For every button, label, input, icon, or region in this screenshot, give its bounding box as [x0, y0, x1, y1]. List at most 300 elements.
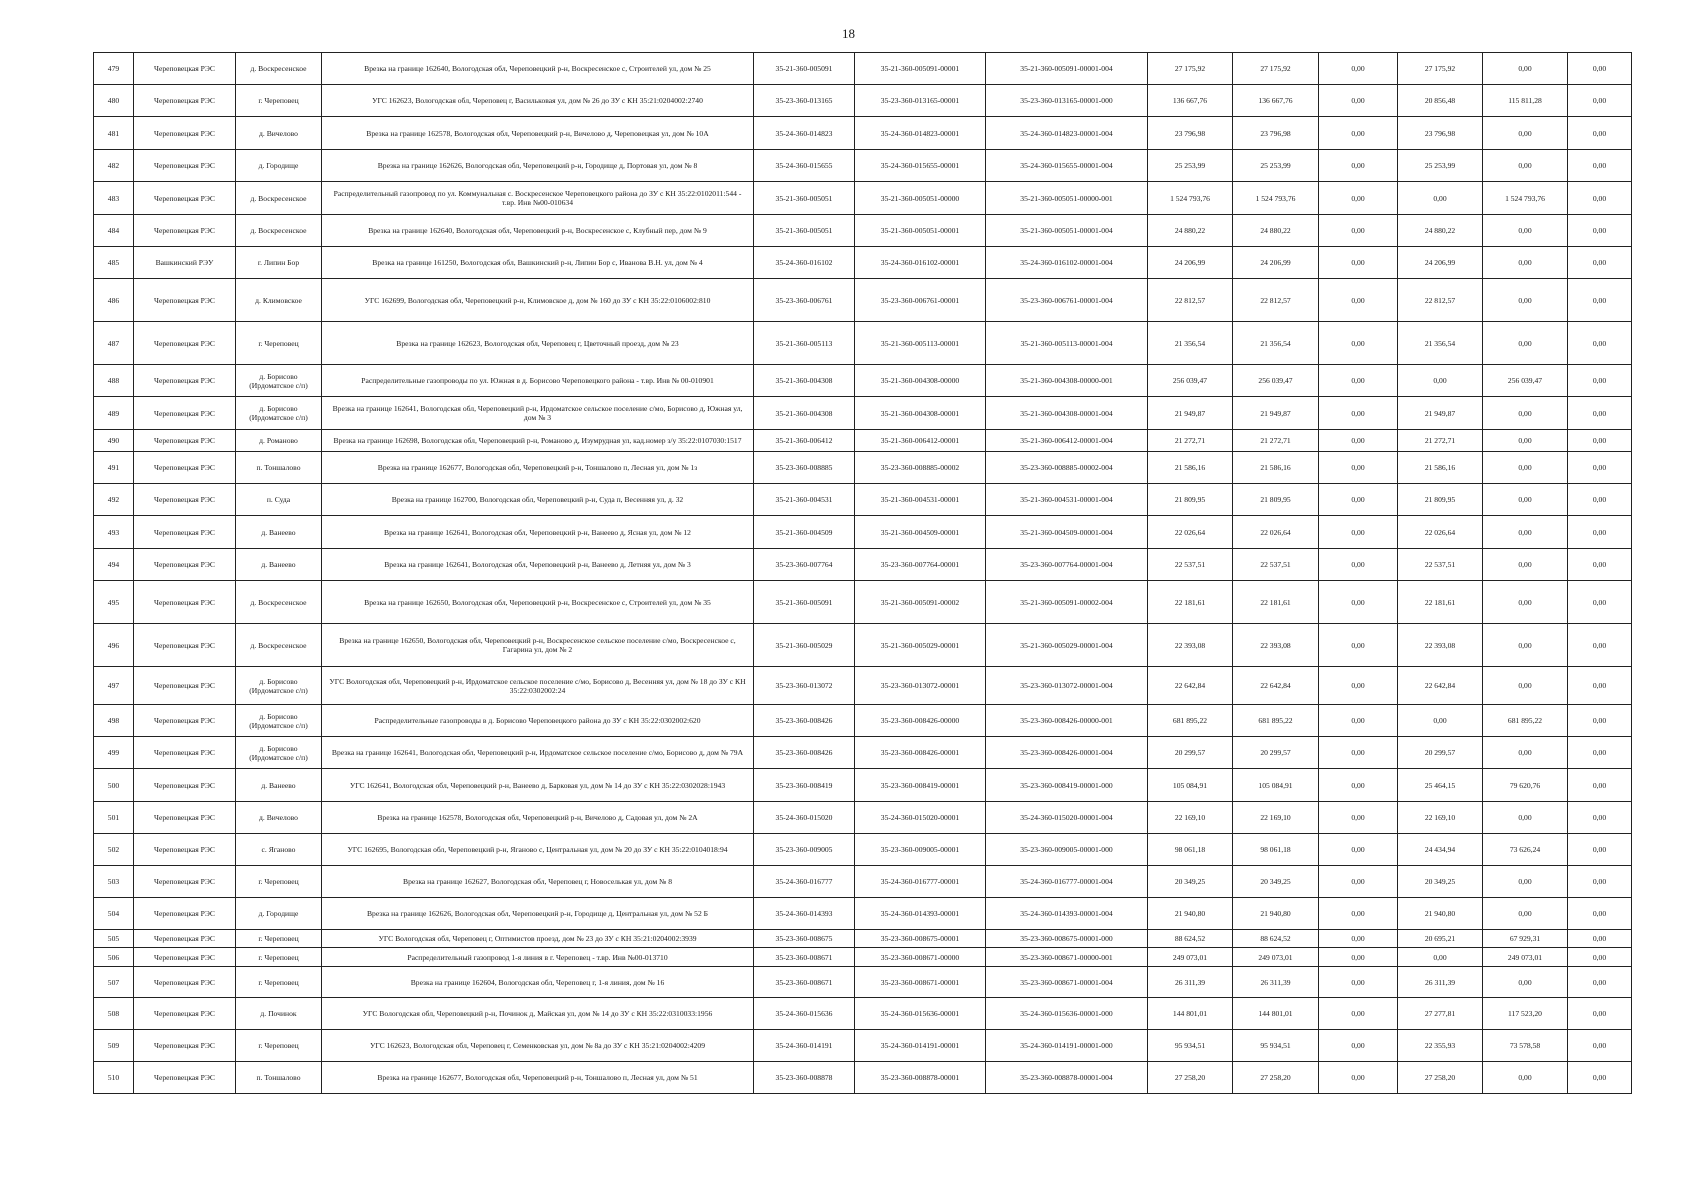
value-amount-cell: 21 586,16	[1233, 452, 1319, 484]
table-row	[94, 85, 1632, 117]
value-other-cell: 0,00	[1568, 549, 1632, 581]
network-code-cell: 35-21-360-005029	[754, 624, 855, 667]
address-cell: Врезка на границе 162578, Вологодская обл, Череповецкий р-н, Вичелово д, Череповецкая ул, дом № 10А	[322, 117, 754, 150]
locality-cell: д. Ванеево	[236, 549, 322, 581]
value-zero-cell: 0,00	[1319, 85, 1398, 117]
value-amount-cell: 22 812,57	[1233, 279, 1319, 322]
value-total-cell: 21 356,54	[1148, 322, 1233, 365]
row-number-cell: 483	[94, 182, 134, 215]
district-cell: Череповецкая РЭС	[134, 516, 236, 549]
value-amount-cell: 95 934,51	[1233, 1030, 1319, 1062]
district-cell: Череповецкая РЭС	[134, 1062, 236, 1094]
value-zero-cell: 0,00	[1319, 365, 1398, 397]
value-zero-cell: 0,00	[1319, 667, 1398, 705]
value-network-cell: 73 578,58	[1483, 1030, 1568, 1062]
address-cell: УГС Вологодская обл, Череповецкий р-н, Починок д, Майская ул, дом № 14 до ЗУ с КН 35:22:0310033:1956	[322, 998, 754, 1030]
district-cell: Череповецкая РЭС	[134, 215, 236, 247]
value-total-cell: 22 026,64	[1148, 516, 1233, 549]
value-amount-cell: 26 311,39	[1233, 967, 1319, 998]
table-row	[94, 624, 1632, 667]
value-network-cell: 0,00	[1483, 967, 1568, 998]
network-code-cell: 35-21-360-004509	[754, 516, 855, 549]
element-code-cell: 35-23-360-008878-00001-004	[986, 1062, 1148, 1094]
table-row	[94, 182, 1632, 215]
value-total-cell: 22 181,61	[1148, 581, 1233, 624]
row-number-cell: 497	[94, 667, 134, 705]
network-code-cell: 35-23-360-008671	[754, 948, 855, 967]
registry-table	[93, 52, 1632, 1094]
row-number-cell: 480	[94, 85, 134, 117]
value-zero-cell: 0,00	[1319, 834, 1398, 866]
value-input-cell: 21 809,95	[1398, 484, 1483, 516]
value-zero-cell: 0,00	[1319, 769, 1398, 802]
district-cell: Череповецкая РЭС	[134, 967, 236, 998]
value-zero-cell: 0,00	[1319, 430, 1398, 452]
row-number-cell: 493	[94, 516, 134, 549]
value-amount-cell: 1 524 793,76	[1233, 182, 1319, 215]
district-cell: Череповецкая РЭС	[134, 430, 236, 452]
row-number-cell: 488	[94, 365, 134, 397]
value-network-cell: 681 895,22	[1483, 705, 1568, 737]
value-network-cell: 0,00	[1483, 322, 1568, 365]
value-input-cell: 22 812,57	[1398, 279, 1483, 322]
locality-cell: г. Липин Бор	[236, 247, 322, 279]
value-total-cell: 22 537,51	[1148, 549, 1233, 581]
row-number-cell: 491	[94, 452, 134, 484]
value-total-cell: 25 253,99	[1148, 150, 1233, 182]
value-input-cell: 20 349,25	[1398, 866, 1483, 898]
locality-cell: д. Борисово (Ирдоматское с/п)	[236, 667, 322, 705]
value-other-cell: 0,00	[1568, 322, 1632, 365]
row-number-cell: 479	[94, 53, 134, 85]
value-network-cell: 0,00	[1483, 866, 1568, 898]
element-code-cell: 35-23-360-007764-00001-004	[986, 549, 1148, 581]
address-cell: УГС Вологодская обл, Череповец г, Оптимистов проезд, дом № 23 до ЗУ с КН 35:21:0204002:3939	[322, 930, 754, 948]
locality-cell: г. Череповец	[236, 322, 322, 365]
district-cell: Череповецкая РЭС	[134, 279, 236, 322]
locality-cell: с. Яганово	[236, 834, 322, 866]
value-network-cell: 0,00	[1483, 667, 1568, 705]
district-cell: Череповецкая РЭС	[134, 452, 236, 484]
element-code-cell: 35-21-360-005029-00001-004	[986, 624, 1148, 667]
row-number-cell: 500	[94, 769, 134, 802]
table-row	[94, 452, 1632, 484]
row-number-cell: 508	[94, 998, 134, 1030]
network-code-cell: 35-24-360-015655	[754, 150, 855, 182]
value-zero-cell: 0,00	[1319, 322, 1398, 365]
district-cell: Череповецкая РЭС	[134, 866, 236, 898]
address-cell: УГС 162641, Вологодская обл, Череповецкий р-н, Ванеево д, Барковая ул, дом № 14 до ЗУ с КН 35:22:0302028:1943	[322, 769, 754, 802]
value-total-cell: 249 073,01	[1148, 948, 1233, 967]
locality-cell: п. Тоншалово	[236, 1062, 322, 1094]
district-cell: Череповецкая РЭС	[134, 53, 236, 85]
value-zero-cell: 0,00	[1319, 948, 1398, 967]
address-cell: Врезка на границе 162640, Вологодская обл, Череповецкий р-н, Воскресенское с, Строителей ул, дом № 25	[322, 53, 754, 85]
value-input-cell: 21 356,54	[1398, 322, 1483, 365]
row-number-cell: 492	[94, 484, 134, 516]
row-number-cell: 482	[94, 150, 134, 182]
address-cell: Врезка на границе 162650, Вологодская обл, Череповецкий р-н, Воскресенское сельское поселение с/мо, Воскресенское с, Гагарина ул, дом № 2	[322, 624, 754, 667]
row-number-cell: 484	[94, 215, 134, 247]
value-network-cell: 0,00	[1483, 397, 1568, 430]
address-cell: Врезка на границе 162640, Вологодская обл, Череповецкий р-н, Воскресенское с, Клубный пер, дом № 9	[322, 215, 754, 247]
value-other-cell: 0,00	[1568, 624, 1632, 667]
district-cell: Череповецкая РЭС	[134, 802, 236, 834]
value-network-cell: 0,00	[1483, 898, 1568, 930]
value-amount-cell: 21 949,87	[1233, 397, 1319, 430]
object-code-cell: 35-21-360-004509-00001	[855, 516, 986, 549]
value-input-cell: 22 537,51	[1398, 549, 1483, 581]
value-amount-cell: 21 809,95	[1233, 484, 1319, 516]
value-amount-cell: 22 537,51	[1233, 549, 1319, 581]
value-total-cell: 27 258,20	[1148, 1062, 1233, 1094]
value-amount-cell: 681 895,22	[1233, 705, 1319, 737]
value-network-cell: 0,00	[1483, 581, 1568, 624]
value-other-cell: 0,00	[1568, 898, 1632, 930]
district-cell: Череповецкая РЭС	[134, 769, 236, 802]
value-zero-cell: 0,00	[1319, 737, 1398, 769]
network-code-cell: 35-23-360-008885	[754, 452, 855, 484]
element-code-cell: 35-21-360-005051-00001-004	[986, 215, 1148, 247]
object-code-cell: 35-23-360-008671-00000	[855, 948, 986, 967]
value-zero-cell: 0,00	[1319, 150, 1398, 182]
element-code-cell: 35-23-360-013165-00001-000	[986, 85, 1148, 117]
value-zero-cell: 0,00	[1319, 215, 1398, 247]
value-network-cell: 73 626,24	[1483, 834, 1568, 866]
locality-cell: г. Череповец	[236, 967, 322, 998]
value-total-cell: 21 949,87	[1148, 397, 1233, 430]
district-cell: Череповецкая РЭС	[134, 549, 236, 581]
row-number-cell: 503	[94, 866, 134, 898]
locality-cell: п. Тоншалово	[236, 452, 322, 484]
object-code-cell: 35-24-360-016777-00001	[855, 866, 986, 898]
district-cell: Череповецкая РЭС	[134, 182, 236, 215]
object-code-cell: 35-24-360-016102-00001	[855, 247, 986, 279]
table-row	[94, 834, 1632, 866]
locality-cell: г. Череповец	[236, 948, 322, 967]
value-total-cell: 256 039,47	[1148, 365, 1233, 397]
value-amount-cell: 21 272,71	[1233, 430, 1319, 452]
value-amount-cell: 22 181,61	[1233, 581, 1319, 624]
locality-cell: д. Климовское	[236, 279, 322, 322]
value-other-cell: 0,00	[1568, 667, 1632, 705]
table-row	[94, 737, 1632, 769]
network-code-cell: 35-21-360-005091	[754, 53, 855, 85]
table-row	[94, 898, 1632, 930]
network-code-cell: 35-23-360-008419	[754, 769, 855, 802]
value-total-cell: 21 940,80	[1148, 898, 1233, 930]
table-row	[94, 866, 1632, 898]
table-row	[94, 247, 1632, 279]
network-code-cell: 35-23-360-008426	[754, 737, 855, 769]
value-amount-cell: 21 940,80	[1233, 898, 1319, 930]
value-input-cell: 22 169,10	[1398, 802, 1483, 834]
value-network-cell: 0,00	[1483, 247, 1568, 279]
network-code-cell: 35-24-360-014191	[754, 1030, 855, 1062]
value-other-cell: 0,00	[1568, 737, 1632, 769]
value-total-cell: 21 809,95	[1148, 484, 1233, 516]
district-cell: Череповецкая РЭС	[134, 581, 236, 624]
value-zero-cell: 0,00	[1319, 998, 1398, 1030]
district-cell: Череповецкая РЭС	[134, 834, 236, 866]
element-code-cell: 35-24-360-015655-00001-004	[986, 150, 1148, 182]
object-code-cell: 35-21-360-005051-00001	[855, 215, 986, 247]
locality-cell: д. Борисово (Ирдоматское с/п)	[236, 737, 322, 769]
value-other-cell: 0,00	[1568, 948, 1632, 967]
element-code-cell: 35-21-360-005051-00000-001	[986, 182, 1148, 215]
value-other-cell: 0,00	[1568, 430, 1632, 452]
object-code-cell: 35-23-360-008675-00001	[855, 930, 986, 948]
value-zero-cell: 0,00	[1319, 247, 1398, 279]
network-code-cell: 35-21-360-004308	[754, 365, 855, 397]
object-code-cell: 35-23-360-008419-00001	[855, 769, 986, 802]
value-total-cell: 88 624,52	[1148, 930, 1233, 948]
value-zero-cell: 0,00	[1319, 182, 1398, 215]
element-code-cell: 35-21-360-005091-00002-004	[986, 581, 1148, 624]
value-other-cell: 0,00	[1568, 998, 1632, 1030]
address-cell: Врезка на границе 162626, Вологодская обл, Череповецкий р-н, Городище д, Центральная ул, дом № 52 Б	[322, 898, 754, 930]
value-other-cell: 0,00	[1568, 397, 1632, 430]
value-network-cell: 249 073,01	[1483, 948, 1568, 967]
network-code-cell: 35-24-360-015636	[754, 998, 855, 1030]
district-cell: Череповецкая РЭС	[134, 1030, 236, 1062]
value-zero-cell: 0,00	[1319, 549, 1398, 581]
address-cell: Распределительный газопровод 1-я линия в г. Череповец - т.вр. Инв №00-013710	[322, 948, 754, 967]
address-cell: Врезка на границе 162698, Вологодская обл, Череповецкий р-н, Романово д, Изумрудная ул, кад.номер з/у 35:22:0107030:1517	[322, 430, 754, 452]
value-amount-cell: 21 356,54	[1233, 322, 1319, 365]
object-code-cell: 35-21-360-005029-00001	[855, 624, 986, 667]
row-number-cell: 507	[94, 967, 134, 998]
address-cell: Врезка на границе 162604, Вологодская обл, Череповец г, 1-я линия, дом № 16	[322, 967, 754, 998]
address-cell: Врезка на границе 162578, Вологодская обл, Череповецкий р-н, Вичелово д, Садовая ул, дом № 2А	[322, 802, 754, 834]
value-network-cell: 67 929,31	[1483, 930, 1568, 948]
object-code-cell: 35-23-360-008426-00001	[855, 737, 986, 769]
value-zero-cell: 0,00	[1319, 866, 1398, 898]
network-code-cell: 35-24-360-014393	[754, 898, 855, 930]
object-code-cell: 35-23-360-007764-00001	[855, 549, 986, 581]
element-code-cell: 35-24-360-015020-00001-004	[986, 802, 1148, 834]
value-other-cell: 0,00	[1568, 150, 1632, 182]
row-number-cell: 499	[94, 737, 134, 769]
row-number-cell: 504	[94, 898, 134, 930]
address-cell: Врезка на границе 162641, Вологодская обл, Череповецкий р-н, Ванеево д, Летняя ул, дом № 3	[322, 549, 754, 581]
network-code-cell: 35-23-360-007764	[754, 549, 855, 581]
value-other-cell: 0,00	[1568, 967, 1632, 998]
value-network-cell: 256 039,47	[1483, 365, 1568, 397]
value-network-cell: 0,00	[1483, 516, 1568, 549]
object-code-cell: 35-23-360-013072-00001	[855, 667, 986, 705]
value-zero-cell: 0,00	[1319, 802, 1398, 834]
table-row	[94, 516, 1632, 549]
element-code-cell: 35-21-360-004509-00001-004	[986, 516, 1148, 549]
value-amount-cell: 25 253,99	[1233, 150, 1319, 182]
element-code-cell: 35-23-360-008671-00001-004	[986, 967, 1148, 998]
element-code-cell: 35-23-360-006761-00001-004	[986, 279, 1148, 322]
row-number-cell: 501	[94, 802, 134, 834]
row-number-cell: 498	[94, 705, 134, 737]
value-total-cell: 98 061,18	[1148, 834, 1233, 866]
element-code-cell: 35-24-360-014191-00001-000	[986, 1030, 1148, 1062]
value-other-cell: 0,00	[1568, 1062, 1632, 1094]
value-total-cell: 22 812,57	[1148, 279, 1233, 322]
district-cell: Череповецкая РЭС	[134, 397, 236, 430]
table-row	[94, 769, 1632, 802]
value-total-cell: 23 796,98	[1148, 117, 1233, 150]
district-cell: Череповецкая РЭС	[134, 85, 236, 117]
address-cell: Врезка на границе 162677, Вологодская обл, Череповецкий р-н, Тоншалово п, Лесная ул, дом № 1з	[322, 452, 754, 484]
value-zero-cell: 0,00	[1319, 624, 1398, 667]
element-code-cell: 35-21-360-005091-00001-004	[986, 53, 1148, 85]
value-amount-cell: 105 084,91	[1233, 769, 1319, 802]
network-code-cell: 35-21-360-006412	[754, 430, 855, 452]
row-number-cell: 490	[94, 430, 134, 452]
element-code-cell: 35-24-360-015636-00001-000	[986, 998, 1148, 1030]
value-other-cell: 0,00	[1568, 516, 1632, 549]
value-zero-cell: 0,00	[1319, 1030, 1398, 1062]
value-zero-cell: 0,00	[1319, 1062, 1398, 1094]
table-row	[94, 397, 1632, 430]
value-zero-cell: 0,00	[1319, 705, 1398, 737]
locality-cell: г. Череповец	[236, 1030, 322, 1062]
district-cell: Череповецкая РЭС	[134, 117, 236, 150]
value-network-cell: 0,00	[1483, 215, 1568, 247]
value-zero-cell: 0,00	[1319, 397, 1398, 430]
object-code-cell: 35-21-360-005091-00001	[855, 53, 986, 85]
value-network-cell: 0,00	[1483, 484, 1568, 516]
object-code-cell: 35-23-360-006761-00001	[855, 279, 986, 322]
table-row	[94, 365, 1632, 397]
object-code-cell: 35-24-360-015655-00001	[855, 150, 986, 182]
network-code-cell: 35-23-360-013165	[754, 85, 855, 117]
table-row	[94, 484, 1632, 516]
district-cell: Череповецкая РЭС	[134, 365, 236, 397]
element-code-cell: 35-24-360-016102-00001-004	[986, 247, 1148, 279]
locality-cell: д. Воскресенское	[236, 581, 322, 624]
value-zero-cell: 0,00	[1319, 516, 1398, 549]
value-zero-cell: 0,00	[1319, 53, 1398, 85]
element-code-cell: 35-24-360-014393-00001-004	[986, 898, 1148, 930]
element-code-cell: 35-21-360-004308-00001-004	[986, 397, 1148, 430]
district-cell: Череповецкая РЭС	[134, 667, 236, 705]
object-code-cell: 35-23-360-008878-00001	[855, 1062, 986, 1094]
value-network-cell: 0,00	[1483, 452, 1568, 484]
object-code-cell: 35-24-360-014823-00001	[855, 117, 986, 150]
value-zero-cell: 0,00	[1319, 967, 1398, 998]
address-cell: УГС 162623, Вологодская обл, Череповец г, Семенковская ул, дом № 8а до ЗУ с КН 35:21:0204002:4209	[322, 1030, 754, 1062]
value-other-cell: 0,00	[1568, 365, 1632, 397]
network-code-cell: 35-21-360-004531	[754, 484, 855, 516]
value-input-cell: 21 940,80	[1398, 898, 1483, 930]
value-network-cell: 117 523,20	[1483, 998, 1568, 1030]
value-input-cell: 24 206,99	[1398, 247, 1483, 279]
value-other-cell: 0,00	[1568, 215, 1632, 247]
value-network-cell: 0,00	[1483, 430, 1568, 452]
locality-cell: д. Починок	[236, 998, 322, 1030]
address-cell: Врезка на границе 162641, Вологодская обл, Череповецкий р-н, Ванеево д, Ясная ул, дом № 12	[322, 516, 754, 549]
element-code-cell: 35-23-360-008675-00001-000	[986, 930, 1148, 948]
row-number-cell: 489	[94, 397, 134, 430]
value-total-cell: 20 349,25	[1148, 866, 1233, 898]
value-other-cell: 0,00	[1568, 484, 1632, 516]
value-other-cell: 0,00	[1568, 802, 1632, 834]
value-amount-cell: 20 349,25	[1233, 866, 1319, 898]
value-network-cell: 0,00	[1483, 737, 1568, 769]
value-total-cell: 22 393,08	[1148, 624, 1233, 667]
value-total-cell: 24 880,22	[1148, 215, 1233, 247]
element-code-cell: 35-23-360-008426-00000-001	[986, 705, 1148, 737]
table-row	[94, 667, 1632, 705]
row-number-cell: 485	[94, 247, 134, 279]
table-row	[94, 802, 1632, 834]
value-input-cell: 0,00	[1398, 705, 1483, 737]
value-amount-cell: 98 061,18	[1233, 834, 1319, 866]
element-code-cell: 35-23-360-008885-00002-004	[986, 452, 1148, 484]
value-input-cell: 21 586,16	[1398, 452, 1483, 484]
locality-cell: д. Воскресенское	[236, 53, 322, 85]
element-code-cell: 35-23-360-009005-00001-000	[986, 834, 1148, 866]
object-code-cell: 35-21-360-005113-00001	[855, 322, 986, 365]
value-other-cell: 0,00	[1568, 705, 1632, 737]
district-cell: Череповецкая РЭС	[134, 484, 236, 516]
locality-cell: д. Ванеево	[236, 769, 322, 802]
locality-cell: д. Борисово (Ирдоматское с/п)	[236, 397, 322, 430]
element-code-cell: 35-21-360-005113-00001-004	[986, 322, 1148, 365]
value-total-cell: 20 299,57	[1148, 737, 1233, 769]
value-amount-cell: 24 206,99	[1233, 247, 1319, 279]
value-zero-cell: 0,00	[1319, 117, 1398, 150]
value-network-cell: 0,00	[1483, 1062, 1568, 1094]
element-code-cell: 35-23-360-008671-00000-001	[986, 948, 1148, 967]
value-zero-cell: 0,00	[1319, 484, 1398, 516]
value-input-cell: 0,00	[1398, 365, 1483, 397]
table-row	[94, 998, 1632, 1030]
value-input-cell: 22 642,84	[1398, 667, 1483, 705]
row-number-cell: 487	[94, 322, 134, 365]
object-code-cell: 35-24-360-014191-00001	[855, 1030, 986, 1062]
row-number-cell: 509	[94, 1030, 134, 1062]
district-cell: Череповецкая РЭС	[134, 898, 236, 930]
value-input-cell: 25 253,99	[1398, 150, 1483, 182]
object-code-cell: 35-21-360-004308-00000	[855, 365, 986, 397]
object-code-cell: 35-23-360-009005-00001	[855, 834, 986, 866]
value-input-cell: 21 272,71	[1398, 430, 1483, 452]
object-code-cell: 35-21-360-004531-00001	[855, 484, 986, 516]
value-total-cell: 1 524 793,76	[1148, 182, 1233, 215]
locality-cell: д. Воскресенское	[236, 182, 322, 215]
value-amount-cell: 22 169,10	[1233, 802, 1319, 834]
district-cell: Вашкинский РЭУ	[134, 247, 236, 279]
value-amount-cell: 256 039,47	[1233, 365, 1319, 397]
table-row	[94, 430, 1632, 452]
address-cell: Врезка на границе 162623, Вологодская обл, Череповец г, Цветочный проезд, дом № 23	[322, 322, 754, 365]
page-number: 18	[842, 26, 855, 41]
district-cell: Череповецкая РЭС	[134, 998, 236, 1030]
address-cell: Распределительные газопроводы в д. Борисово Череповецкого района до ЗУ с КН 35:22:0302002:620	[322, 705, 754, 737]
district-cell: Череповецкая РЭС	[134, 624, 236, 667]
locality-cell: г. Череповец	[236, 930, 322, 948]
network-code-cell: 35-21-360-005113	[754, 322, 855, 365]
row-number-cell: 486	[94, 279, 134, 322]
value-input-cell: 25 464,15	[1398, 769, 1483, 802]
table-row	[94, 967, 1632, 998]
address-cell: Врезка на границе 161250, Вологодская обл, Вашкинский р-н, Липин Бор с, Иванова В.Н. ул, дом № 4	[322, 247, 754, 279]
address-cell: Врезка на границе 162700, Вологодская обл, Череповецкий р-н, Суда п, Весенняя ул, д. 32	[322, 484, 754, 516]
object-code-cell: 35-24-360-014393-00001	[855, 898, 986, 930]
value-input-cell: 23 796,98	[1398, 117, 1483, 150]
table-row	[94, 930, 1632, 948]
locality-cell: д. Городище	[236, 150, 322, 182]
value-other-cell: 0,00	[1568, 866, 1632, 898]
